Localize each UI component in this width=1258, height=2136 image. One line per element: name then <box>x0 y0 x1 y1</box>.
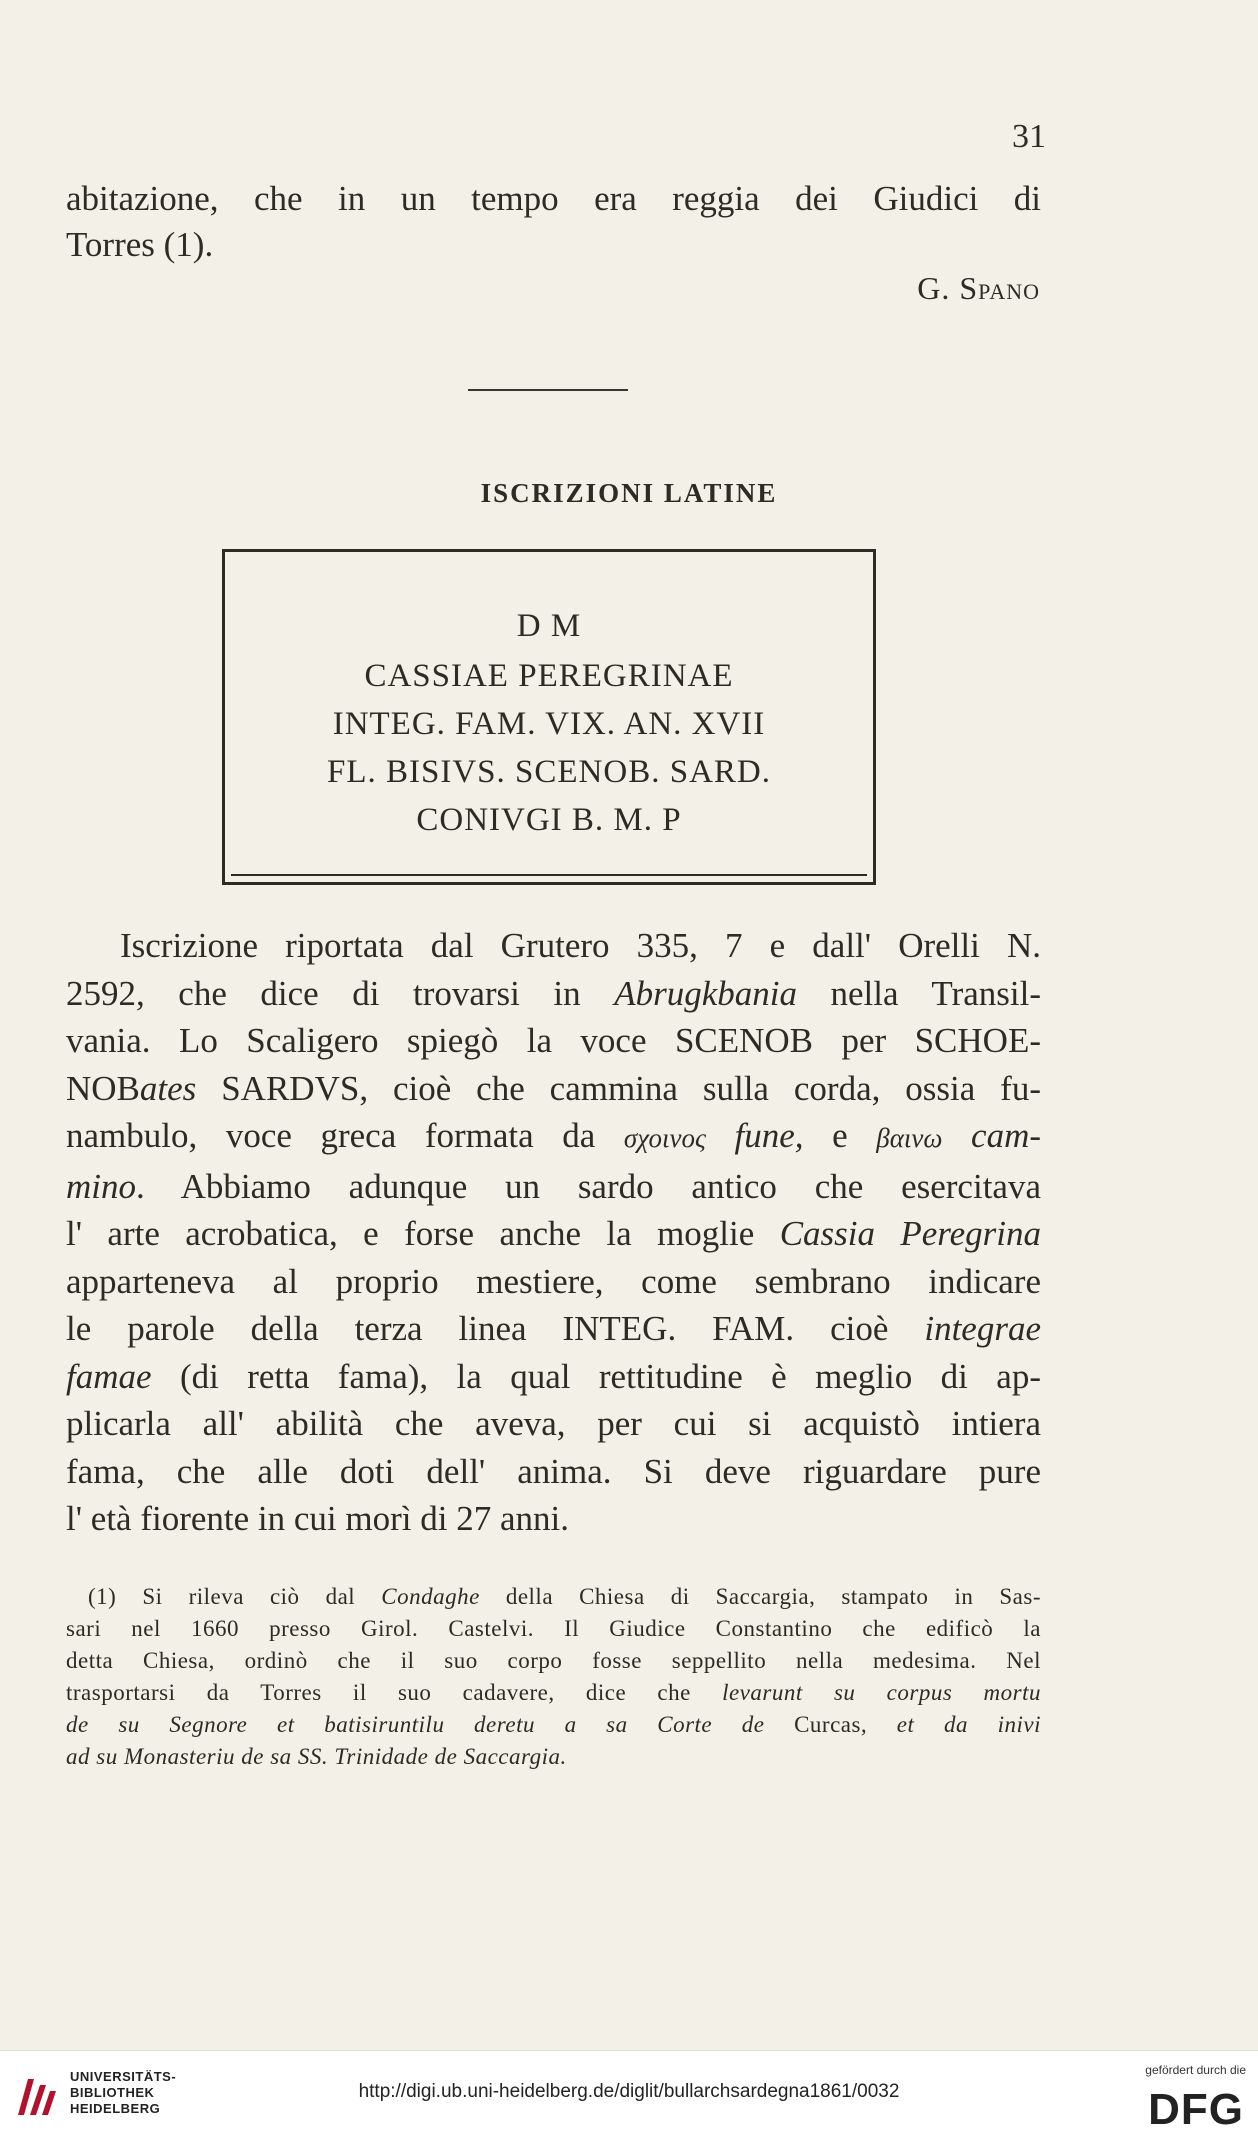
inscription-line-1: D M <box>516 608 582 644</box>
body-line-9: le parole della terza linea INTEG. FAM. cioè integrae <box>66 1309 1041 1348</box>
footnote <box>66 1581 1041 1773</box>
library-name-line-3: HEIDELBERG <box>70 2101 161 2116</box>
body-line-3: vania. Lo Scaligero spiegò la voce SCENOB per SCHOE- <box>66 1021 1041 1060</box>
dfg-logo: DFG <box>1148 2085 1244 2134</box>
intro-line-1: abitazione, che in un tempo era reggia dei Giudici di <box>66 179 1041 218</box>
viewer-footer <box>0 2050 1258 2136</box>
body-line-11: plicarla all' abilità che aveva, per cui si acquistò intiera <box>66 1404 1041 1443</box>
page-number: 31 <box>1012 118 1046 155</box>
commentary-paragraph <box>66 922 1041 1543</box>
body-line-2: 2592, che dice di trovarsi in Abrugkbania nella Transil- <box>66 973 1041 1013</box>
inscription-line-3: INTEG. FAM. VIX. AN. XVII <box>332 706 766 742</box>
body-line-1: Iscrizione riportata dal Grutero 335, 7 e dall' Orelli N. <box>120 926 1041 965</box>
footnote-line-3: detta Chiesa, ordinò che il suo corpo fosse seppellito nella medesima. Nel <box>66 1648 1041 1673</box>
body-line-4: NOBates SARDVS, cioè che cammina sulla corda, ossia fu- <box>66 1068 1041 1108</box>
body-line-12: fama, che alle doti dell' anima. Si deve riguardare pure <box>66 1451 1041 1491</box>
intro-line-2: Torres (1). <box>66 225 214 264</box>
body-line-13: l' età fiorente in cui morì di 27 anni. <box>66 1499 569 1538</box>
body-line-7: l' arte acrobatica, e forse anche la moglie Cassia Peregrina <box>66 1214 1041 1253</box>
inscription-line-5: CONIVGI B. M. P <box>416 802 682 838</box>
permalink-url[interactable]: http://digi.ub.uni-heidelberg.de/diglit/bullarchsardegna1861/0032 <box>358 2081 900 2102</box>
footnote-line-6: ad su Monasteriu de sa SS. Trinidade de Saccargia. <box>66 1744 567 1769</box>
inscription-line-2: CASSIAE PEREGRINAE <box>364 658 734 694</box>
footnote-line-5: de su Segnore et batisiruntilu deretu a sa Corte de Curcas, et da inivi <box>66 1712 1041 1737</box>
inscription-line-4: FL. BISIVS. SCENOB. SARD. <box>326 754 771 790</box>
body-line-6: mino. Abbiamo adunque un sardo antico che esercitava <box>66 1166 1041 1206</box>
library-name-line-1: UNIVERSITÄTS- <box>70 2069 177 2084</box>
footnote-line-1: (1) Si rileva ciò dal Condaghe della Chiesa di Saccargia, stampato in Sas- <box>88 1584 1041 1609</box>
funding-note: gefördert durch die <box>1145 2063 1246 2077</box>
body-line-8: apparteneva al proprio mestiere, come sembrano indicare <box>66 1261 1041 1301</box>
inscription-box <box>222 549 876 885</box>
body-line-10: famae (di retta fama), la qual rettitudine è meglio di ap- <box>66 1356 1041 1396</box>
section-heading: ISCRIZIONI LATINE <box>480 478 778 508</box>
section-divider <box>468 389 628 391</box>
footnote-line-4: trasportarsi da Torres il suo cadavere, dice che levarunt su corpus mortu <box>66 1680 1041 1705</box>
author-signature: G. Spano <box>917 270 1040 306</box>
library-name-line-2: BIBLIOTHEK <box>70 2085 155 2100</box>
body-line-5: nambulo, voce greca formata da σχοινος fune, e βαινω cam- <box>66 1116 1041 1155</box>
footnote-line-2: sari nel 1660 presso Girol. Castelvi. Il Giudice Constantino che edificò la <box>66 1616 1041 1641</box>
